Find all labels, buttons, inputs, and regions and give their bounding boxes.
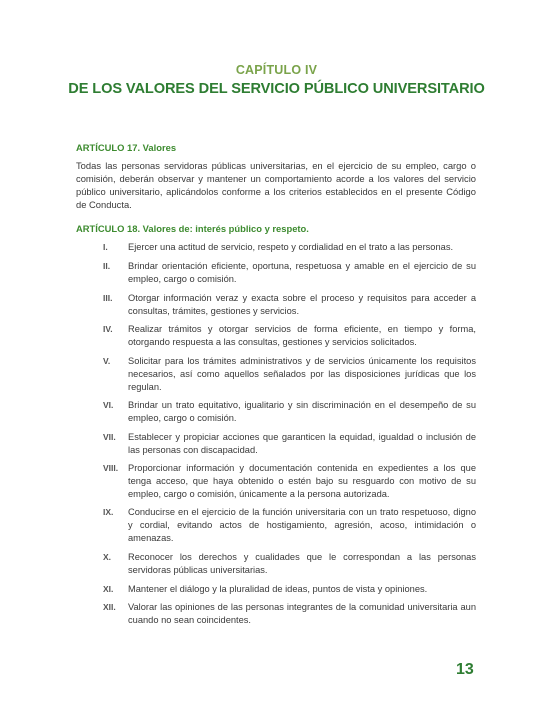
item-number: I.	[103, 242, 108, 252]
article-17-text: Todas las personas servidoras públicas universitarias, en el ejercicio de su empleo, cargo o comisión, deberán observar y mantener un comportamiento acorde a los valores del servicio público universitario, aplicándolos conforme a los criterios establecidos en el presente Código de Conducta.	[76, 160, 476, 210]
item-text: Solicitar para los trámites administrativos y de servicios únicamente los requisitos necesarios, así como aquellos señalados por las disposiciones jurídicas que los regulan.	[128, 356, 476, 392]
item-text: Proporcionar información y documentación contenida en expedientes a los que tenga acceso, que haya obtenido o estén bajo su resguardo con motivo de su empleo, cargo o comisión, únicamente a la persona autorizada.	[128, 463, 476, 499]
item-text: Brindar un trato equitativo, igualitario y sin discriminación en el desempeño de su empleo, cargo o comisión.	[128, 400, 476, 423]
item-text: Establecer y propiciar acciones que garanticen la equidad, igualdad o inclusión de las personas con discapacidad.	[128, 432, 476, 455]
list-item	[76, 551, 476, 577]
item-text: Realizar trámitos y otorgar servicios de forma eficiente, en tiempo y forma, otorgando respuesta a las consultas, gestiones y servicios solicitados.	[128, 324, 476, 347]
item-number: V.	[103, 356, 111, 366]
article-18-heading: ARTÍCULO 18. Valores de: interés público y respeto.	[76, 223, 309, 234]
item-text: Conducirse en el ejercicio de la función universitaria con un trato respetuoso, digno y cordial, evitando actos de hostigamiento, agresión, acoso, intimidación o amenazas.	[128, 507, 476, 543]
list-item	[76, 462, 476, 501]
list-item	[76, 260, 476, 286]
item-number: II.	[103, 261, 111, 271]
item-number: IX.	[103, 507, 114, 517]
list-item	[76, 601, 476, 627]
item-text: Mantener el diálogo y la pluralidad de ideas, puntos de vista y opiniones.	[128, 584, 428, 594]
list-item	[76, 399, 476, 425]
item-number: VIII.	[103, 463, 119, 473]
chapter-label: CAPÍTULO IV	[235, 63, 318, 77]
article-17-heading: ARTÍCULO 17. Valores	[76, 142, 177, 153]
item-text: Valorar las opiniones de las personas integrantes de la comunidad universitaria aun cuando no sean coincidentes.	[128, 602, 476, 625]
item-text: Brindar orientación eficiente, oportuna, respetuosa y amable en el ejercicio de su empleo, cargo o comisión.	[128, 261, 476, 284]
item-number: XII.	[103, 602, 116, 612]
item-number: III.	[103, 293, 113, 303]
list-item	[76, 241, 476, 254]
list-item	[76, 355, 476, 394]
values-list	[76, 241, 476, 627]
item-text: Reconocer los derechos y cualidades que le correspondan a las personas servidoras públicas universitarias.	[128, 552, 476, 575]
item-text: Otorgar información veraz y exacta sobre el proceso y requisitos para acceder a consultas, trámites, gestiones y servicios.	[128, 293, 476, 316]
list-item	[76, 431, 476, 457]
page-number: 13	[456, 661, 474, 678]
item-number: XI.	[103, 584, 114, 594]
item-number: VI.	[103, 400, 114, 410]
list-item	[76, 506, 476, 545]
item-number: IV.	[103, 324, 113, 334]
list-item	[76, 323, 476, 349]
item-number: VII.	[103, 432, 116, 442]
item-number: X.	[103, 552, 112, 562]
item-text: Ejercer una actitud de servicio, respeto y cordialidad en el trato a las personas.	[128, 242, 454, 252]
list-item	[76, 583, 476, 596]
list-item	[76, 292, 476, 318]
chapter-title: DE LOS VALORES DEL SERVICIO PÚBLICO UNIVERSITARIO	[68, 81, 485, 97]
